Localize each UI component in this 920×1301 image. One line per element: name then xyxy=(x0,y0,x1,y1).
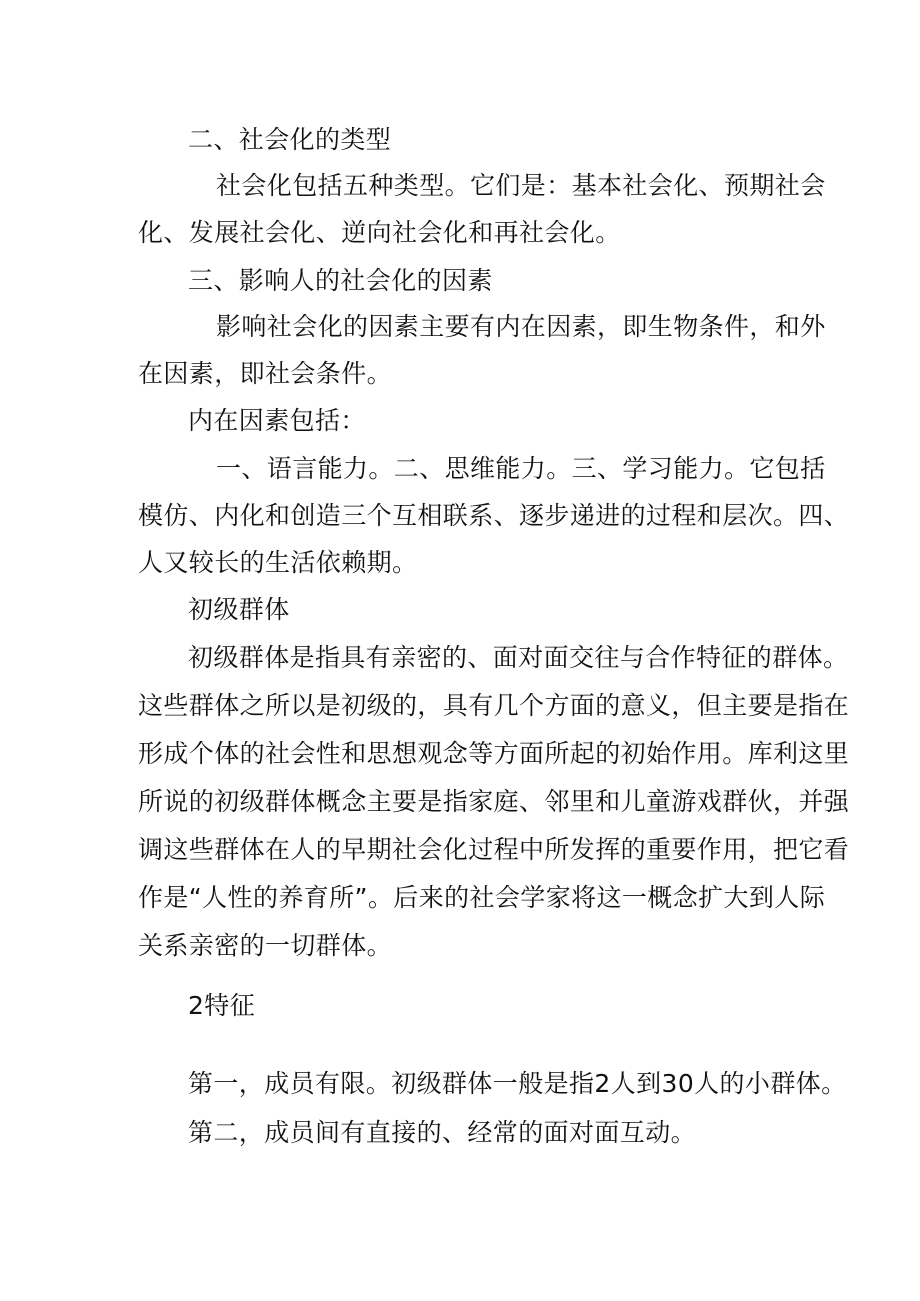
section-heading-features: 2特征 xyxy=(188,991,256,1020)
paragraph-line: 第二，成员间有直接的、经常的面对面互动。 xyxy=(188,1118,697,1147)
paragraph-line: 人又较长的生活依赖期。 xyxy=(138,548,418,577)
paragraph-line: 模仿、内化和创造三个互相联系、逐步递进的过程和层次。四、 xyxy=(138,501,850,530)
paragraph-line: 第一，成员有限。初级群体一般是指2人到30人的小群体。 xyxy=(188,1069,847,1098)
paragraph-line: 调这些群体在人的早期社会化过程中所发挥的重要作用，把它看 xyxy=(138,835,850,864)
section-heading-primary-group: 初级群体 xyxy=(188,595,290,624)
section-heading-influencing-factors: 三、影响人的社会化的因素 xyxy=(188,266,493,295)
paragraph-line: 化、发展社会化、逆向社会化和再社会化。 xyxy=(138,218,621,247)
paragraph-line: 所说的初级群体概念主要是指家庭、邻里和儿童游戏群伙，并强 xyxy=(138,787,850,816)
paragraph-line: 关系亲密的一切群体。 xyxy=(138,931,393,960)
paragraph-line: 这些群体之所以是初级的，具有几个方面的意义，但主要是指在 xyxy=(138,691,850,720)
section-heading-socialization-types: 二、社会化的类型 xyxy=(188,125,392,154)
paragraph-line: 影响社会化的因素主要有内在因素，即生物条件，和外 xyxy=(216,312,826,341)
paragraph-line: 内在因素包括： xyxy=(188,406,366,435)
paragraph-line: 一、语言能力。二、思维能力。三、学习能力。它包括 xyxy=(216,454,826,483)
paragraph-line: 在因素，即社会条件。 xyxy=(138,359,393,388)
paragraph-line: 形成个体的社会性和思想观念等方面所起的初始作用。库利这里 xyxy=(138,739,850,768)
paragraph-line: 初级群体是指具有亲密的、面对面交往与合作特征的群体。 xyxy=(188,643,849,672)
paragraph-line: 社会化包括五种类型。它们是：基本社会化、预期社会 xyxy=(216,171,826,200)
paragraph-line: 作是“人性的养育所”。后来的社会学家将这一概念扩大到人际 xyxy=(138,883,826,912)
